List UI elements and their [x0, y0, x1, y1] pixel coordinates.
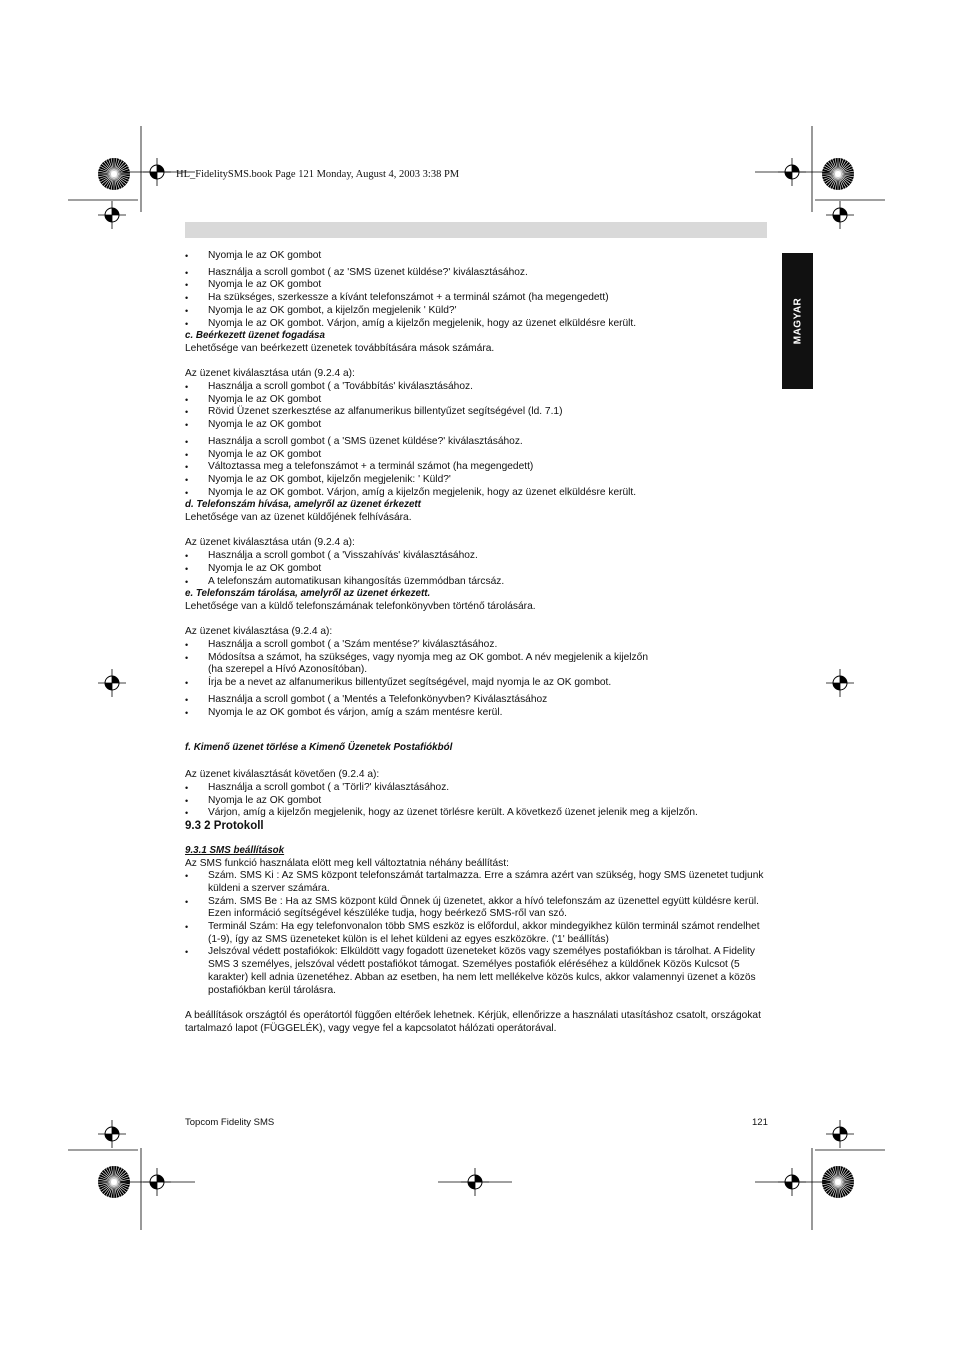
section-f-title: f. Kimenő üzenet törlése a Kimenő Üzenetek Postafiókból	[185, 741, 453, 753]
footer-product: Topcom Fidelity SMS	[185, 1117, 275, 1128]
book-header: HL_FidelitySMS.book Page 121 Monday, August 4, 2003 3:38 PM	[176, 169, 460, 180]
section-d-title: d. Telefonszám hívása, amelyről az üzenet érkezett	[185, 499, 421, 511]
registration-mark-icon	[826, 201, 854, 229]
list-item: • Nyomja le az OK gombot. Várjon, amíg a kijelzőn megjelenik, hogy az üzenet elküldésre került.	[185, 487, 770, 500]
list-item: • Nyomja le az OK gombot, kijelzőn megjelenik: ' Küld?'	[185, 474, 770, 487]
list-item: • Változtassa meg a telefonszámot + a terminál számot (ha megengedett)	[185, 461, 770, 474]
list-item: • Nyomja le az OK gombot és várjon, amíg a szám mentésre kerül.	[185, 707, 770, 720]
list-item: • Várjon, amíg a kijelzőn megjelenik, hogy az üzenet törlésre került. A következő üzenet jelenik meg a kijelzőn.	[185, 807, 770, 820]
registration-mark-icon	[98, 1120, 126, 1148]
list-item: • Szám. SMS Ki : Az SMS központ telefonszámát tartalmazza. Erre a számra azért van szükség, hogy SMS üzenetet tudjunk küldeni a szerver számára.	[185, 870, 770, 895]
section-93-heading: 9.3 2 Protokoll	[185, 820, 264, 833]
list-item: • Nyomja le az OK gombot, a kijelzőn megjelenik ' Küld?'	[185, 305, 770, 318]
list-item	[185, 652, 770, 677]
section-d-lead: Az üzenet kiválasztása után (9.2.4 a):	[185, 537, 355, 549]
list-item: • Használja a scroll gombot ( a 'Visszahívás' kiválasztásához.	[185, 550, 770, 563]
section-93-list	[185, 870, 770, 997]
list-item: • Nyomja le az OK gombot	[185, 250, 770, 263]
list-item: • Ha szükséges, szerkessze a kívánt telefonszámot + a terminál számot (ha megengedett)	[185, 292, 770, 305]
language-tab-label: MAGYAR	[792, 297, 803, 345]
list-item: • Nyomja le az OK gombot	[185, 563, 770, 576]
list-item: • Használja a scroll gombot ( az 'SMS üzenet küldése?' kiválasztásához.	[185, 267, 770, 280]
registration-mark-icon	[826, 1120, 854, 1148]
registration-mark-icon	[826, 669, 854, 697]
section-e-title: e. Telefonszám tárolása, amelyről az üzenet érkezett.	[185, 588, 431, 600]
list-item: • Használja a scroll gombot ( a 'SMS üzenet küldése?' kiválasztásához.	[185, 436, 770, 449]
list-item: • Nyomja le az OK gombot	[185, 449, 770, 462]
section-c-title: c. Beérkezett üzenet fogadása	[185, 330, 325, 342]
list-item: • Nyomja le az OK gombot. Várjon, amíg a kijelzőn megjelenik, hogy az üzenet elküldésre került.	[185, 318, 770, 331]
section-931-heading: 9.3.1 SMS beállítások	[185, 844, 285, 856]
section-c-lead: Az üzenet kiválasztása után (9.2.4 a):	[185, 368, 355, 380]
section-93-closing: A beállítások országtól és operátortól függően eltérőek lehetnek. Kérjük, ellenőrizze a használati utasításhoz csatolt, országokat tartalmazó lapot (FÜGGELÉK), vagy vegye fel a kapcsolatot hálózati operátorával.	[185, 1009, 761, 1034]
section-e-lead: Az üzenet kiválasztása (9.2.4 a):	[185, 626, 333, 638]
section-f-list	[185, 782, 770, 820]
registration-mark-icon	[98, 201, 126, 229]
page-content	[185, 250, 770, 1035]
section-e-list	[185, 639, 770, 719]
section-c-list	[185, 381, 770, 499]
color-target-icon	[822, 158, 854, 190]
section-d-list	[185, 550, 770, 588]
header-bar	[185, 222, 767, 238]
list-item: • Használja a scroll gombot ( a 'Szám mentése?' kiválasztásához.	[185, 639, 770, 652]
list-item: • Használja a scroll gombot ( a 'Mentés a Telefonkönyvben? Kiválasztásához	[185, 694, 770, 707]
section-f-lead: Az üzenet kiválasztását követően (9.2.4 a):	[185, 769, 380, 781]
section-93-intro: Az SMS funkció használata elött meg kell változtatnia néhány beállítást:	[185, 857, 509, 869]
list-item: • Használja a scroll gombot ( a 'Törli?' kiválasztásához.	[185, 782, 770, 795]
language-tab	[782, 253, 813, 389]
list-item: • Nyomja le az OK gombot	[185, 394, 770, 407]
list-item: • Nyomja le az OK gombot	[185, 795, 770, 808]
list-item: • Írja be a nevet az alfanumerikus billentyűzet segítségével, majd nyomja le az OK gombot.	[185, 677, 770, 690]
section-b-list	[185, 250, 770, 330]
list-item: • Rövid Üzenet szerkesztése az alfanumerikus billentyűzet segítségével (ld. 7.1)	[185, 406, 770, 419]
section-e-intro: Lehetősége van a küldő telefonszámának telefonkönyvben történő tárolására.	[185, 600, 536, 612]
list-item: • Terminál Szám: Ha egy telefonvonalon több SMS eszköz is előfordul, akkor mindegyikhez külön terminál számot rendelhet (1-9), így az SMS üzeneteket külön is el lehet küldeni az egyes eszközökre. ('1' beállítás)	[185, 921, 770, 946]
registration-mark-icon	[98, 669, 126, 697]
page-number: 121	[752, 1117, 768, 1128]
list-item: • Jelszóval védett postafiókok: Elküldött vagy fogadott üzeneteket közös vagy személyes postafiókban is tárolhat. A Fidelity SMS 3 személyes, jelszóval védett postafiókot támogat. Személyes postafiók eléréséhez a küldőnek Közös Kulcsot (5 karakter) kell adnia üzenetéhez. Abban az esetben, ha nem lett mellékelve közös kulcs, akkor valamennyi üzenet a közös postafiókban kerül tárolásra.	[185, 946, 770, 997]
section-c-intro: Lehetősége van beérkezett üzenetek továbbítására mások számára.	[185, 342, 495, 354]
list-item: • Nyomja le az OK gombot	[185, 279, 770, 292]
list-item: • Nyomja le az OK gombot	[185, 419, 770, 432]
list-item: • A telefonszám automatikusan kihangosítás üzemmódban tárcsáz.	[185, 576, 770, 589]
list-item: • Használja a scroll gombot ( a 'Továbbítás' kiválasztásához.	[185, 381, 770, 394]
section-d-intro: Lehetősége van az üzenet küldőjének felhívására.	[185, 512, 412, 524]
list-item-cont: (ha szerepel a Hívó Azonosítóban).	[208, 664, 368, 676]
list-item: • Szám. SMS Be : Ha az SMS központ küld Önnek új üzenetet, akkor a hívó telefonszám az üzenettel együtt küldésre kerül. Ezen információ segítségével készüléke tudja, hogy beérkező SMS-ről van szó.	[185, 896, 770, 921]
list-item-text: Módosítsa a számot, ha szükséges, vagy nyomja meg az OK gombot. A név megjelenik a kijelzőn	[208, 651, 648, 663]
color-target-icon	[98, 158, 130, 190]
